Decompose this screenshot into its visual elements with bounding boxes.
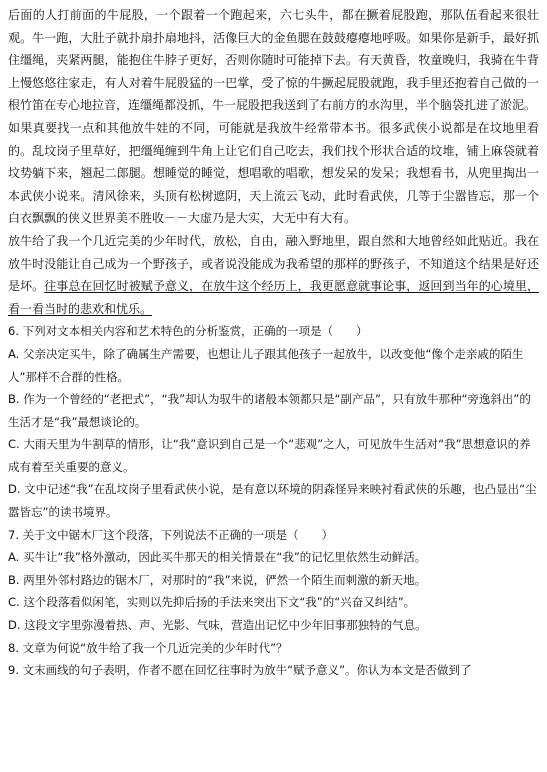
question-7-stem: 7. 关于文中锯木厂这个段落，下列说法不正确的一项是（ ） [8, 527, 334, 542]
question-6-option-b: B. 作为一个曾经的“老把式”，“我”却认为驭牛的诸般本领都只是“副产品”，只有放牛那种“旁逸斜出”的生活才是“我”最想谈论的。 [8, 392, 531, 429]
passage-paragraph-2: 如果真要找一点和其他放牛娃的不同，可能就是我放牛经常带本书。很多武侠小说都是在坟地里看的。乱坟岗子里草好，把缰绳缠到牛角上让它们自己吃去，我们找个形状合适的坟堆，铺上麻袋就着坟势躺下来，翘起二郎腿。想睡觉的睡觉，想唱歌的唱歌，想发呆的发呆；我想看书，从兜里掏出一本武侠小说来。清风徐来，头顶有松树遮阴，天上流云飞动，此时看武侠，几等于尘嚣皆忘，那一个白衣飘飘的侠义世界美不胜收－－大虚乃是大实，大无中有大有。 [8, 120, 539, 226]
question-7-option-a: A. 买牛让“我”格外激动，因此买牛那天的相关情景在“我”的记忆里依然生动鲜活。 [8, 550, 427, 565]
paragraph-3-text: 放牛给了我一个几近完美的少年时代，放松，自由，融入野地里，跟自然和大地曾经如此贴近。我在放牛时没能让自己成为一个野孩子，或者说没能成为我希望的那样的野孩子，不知道这个结果是好还是坏。 [8, 233, 539, 294]
question-6-option-c: C. 大雨天里为牛割草的情形，让“我”意识到自己是一个“悲观”之人，可见放牛生活对“我”思想意识的养成有着至关重要的意义。 [8, 437, 531, 474]
question-6-option-a: A. 父亲决定买牛，除了确属生产需要，也想让儿子跟其他孩子一起放牛，以改变他“像个走亲戚的陌生人”那样不合群的性格。 [8, 346, 524, 384]
question-7-option-b: B. 两里外邻村路边的锯木厂，对那时的“我”来说，俨然一个陌生而刺激的新天地。 [8, 572, 427, 587]
question-6-option-d: D. 文中记述“我”在乱坟岗子里看武侠小说，是有意以环境的阴森怪异来映衬看武侠的乐趣，也凸显出“尘嚣皆忘”的读书境界。 [8, 482, 537, 520]
question-7-option-d: D. 这段文字里弥漫着热、声、光影、气味，营造出记忆中少年旧事那独特的气息。 [8, 618, 427, 633]
question-6-stem: 6. 下列对文本相关内容和艺术特色的分析鉴赏，正确的一项是（ ） [8, 324, 368, 339]
question-8-stem: 8. 文章为何说“放牛给了我一个几近完美的少年时代”？ [8, 640, 288, 655]
question-9-stem: 9. 文末画线的句子表明，作者不愿在回忆往事时为放牛“赋予意义”。你认为本文是否做到了 [8, 663, 472, 678]
underlined-sentence: 往事总在回忆时被赋予意义，在放牛这个经历上，我更愿意就事论事，返回到当年的心境里，看一看当时的悲欢和忧乐。 [8, 279, 539, 316]
question-7-option-c: C. 这个段落看似闲笔，实则以先抑后扬的手法来突出下文“我”的“兴奋又纠结”。 [8, 595, 416, 610]
passage-paragraph-1: 后面的人打前面的牛屁股，一个跟着一个跑起来，六七头牛，都在撅着屁股跑，那队伍看起来很壮观。牛一跑，大肚子就扑扇扑扇地抖，活像巨大的金鱼腮在鼓鼓瘪瘪地呼吸。如果你是新手，最好抓住缰绳，夹紧两腿，能抱住牛脖子更好，否则你随时可能掉下去。有天黄昏，牧童晚归，我骑在牛背上慢悠悠往家走，有人对着牛屁股猛的一巴掌，受了惊的牛撅起屁股就跑，我手里还抱着自己做的一根竹笛在专心地拉音，连缰绳都没抓，牛一屁股把我送到了右前方的水沟里，半个脑袋扎进了淤泥。 [8, 8, 539, 113]
passage-paragraph-3 [8, 230, 539, 320]
